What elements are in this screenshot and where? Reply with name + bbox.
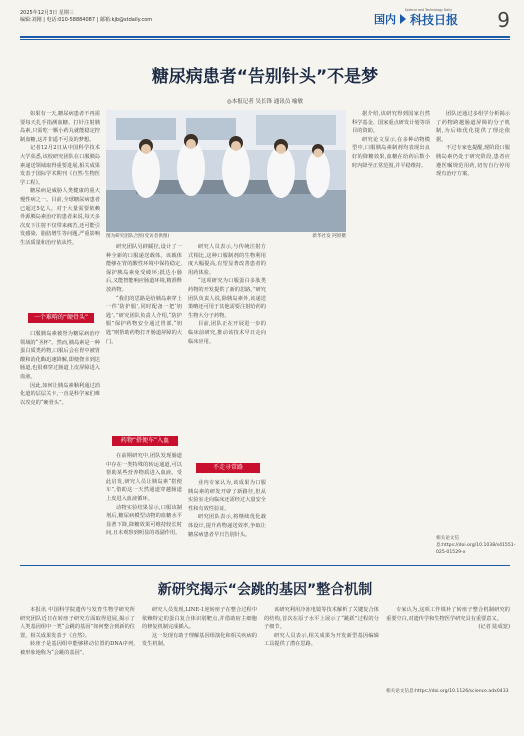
paragraph: 口服胰岛素被誉为糖尿病治疗领域的“圣杯”。然而,胰岛素是一种蛋白质类药物,口服后会在胃中被胃酸和消化酶迅速降解,即便侥幸到达肠道,也很难穿过肠道上皮屏障进入血液。	[20, 331, 100, 380]
paragraph: 这一发现有助于理解基因组演化和相关疾病的发生机制。	[142, 632, 257, 648]
paragraph: 在前期研究中,团队发现肠道中存在一类特殊的转运通道,可以帮助某些营养物质进入血液。受此启发,研究人员让胰岛素“搭便车”,借助这一天然通道穿越肠道上皮进入血液循环。	[106, 453, 182, 502]
photo-caption-left: 图为研究团队合照(受访者供图)	[106, 234, 170, 239]
masthead-rule-thin	[20, 39, 510, 40]
article1-col5	[436, 110, 510, 530]
paragraph: 研究人员发现,LINE-1逆转座子在整合过程中依赖特定的蛋白复合体识别靶点,并借助宿主细胞的修复机制完成插入。	[142, 607, 257, 631]
masthead	[20, 8, 510, 38]
paragraph: 研究人员表示,相关成果为开发新型基因编辑工具提供了潜在思路。	[264, 632, 379, 648]
article1-subhead1	[28, 313, 94, 323]
paragraph: 记者12月2日从中国科学技术大学获悉,该校研究团队在口服胰岛素递送领域取得重要进展,相关成果发表于国际学术期刊《自然·生物医学工程》。	[20, 145, 100, 186]
article1-col3b	[188, 479, 266, 557]
section-label-box	[374, 10, 458, 28]
signoff: (记者 陆成宽)	[478, 624, 510, 631]
paragraph: 转座子是基因组中能够移动位置的DNA序列,被形象地称为“会跳的基因”。	[20, 641, 135, 656]
masthead-meta	[20, 10, 152, 24]
paragraph: 动物实验结果显示,口服该制剂后,糖尿病模型动物的血糖水平显著下降,降糖效果可维持较长时间,且未观察到明显的毒副作用。	[106, 504, 182, 537]
paragraph: 研究团队另辟蹊径,设计了一种全新的口服递送载体。该载体能够在胃的酸性环境中保持稳定,保护胰岛素免受破坏;抵达小肠后,又能智能响应肠道环境,精准释放药物。	[106, 244, 182, 293]
paper-logo: 科技日报	[409, 12, 458, 27]
lab-photo-illustration	[106, 110, 346, 232]
paragraph: “我们的思路是给胰岛素穿上一件‘防护服’,同时配备一把‘钥匙’。”研究团队负责人介绍,“防护服”保护药物安全通过胃部,“钥匙”则帮助药物打开肠道屏障的大门。	[106, 295, 182, 345]
paragraph: 专家认为,这项工作填补了转座子整合机制研究的重要空白,对遗传学和生物医学研究具有重要意义。	[386, 607, 510, 622]
masthead-rule	[20, 36, 510, 38]
subhead-text: 不走寻常路	[212, 464, 243, 471]
paragraph: 本报讯 中国科学院遗传与发育生物学研究所研究团队近日在转座子研究方面取得进展,揭示了人类基因组中一类“会跳的基因”如何整合到新的位置。相关成果发表于《自然》。	[20, 607, 135, 639]
paragraph: 因此,如何让胰岛素顺利通过消化道的层层关卡,一直是科学家们难以攻克的“硬骨头”。	[20, 382, 100, 406]
article2-col1	[20, 606, 135, 728]
article1-col1	[20, 110, 100, 245]
date-line: 2025年12月3日 星期三	[20, 10, 74, 16]
article1-col3	[188, 243, 266, 451]
paragraph: 业内专家认为,该成果为口服胰岛素的研发开辟了新路径,但从实验室走向临床还需经过大量安全性和有效性验证。	[188, 480, 266, 512]
article2-col2	[142, 606, 257, 728]
subhead-text: 一个难啃的“硬骨头”	[33, 314, 89, 321]
article1-byline: ◎本报记者 吴长锋 通讯员 喻敏	[226, 99, 304, 105]
paper-logo-en: Science and Technology Daily	[404, 8, 452, 12]
photo-caption-right: 新华社发 阿原摄	[312, 234, 346, 239]
article2-col3	[264, 606, 379, 728]
article1-col2	[106, 243, 182, 428]
article1-subhead3	[196, 463, 260, 473]
article1-subhead2	[112, 436, 178, 446]
article2-col4	[386, 606, 510, 684]
paragraph: 该研究利用冷冻电镜等技术解析了关键复合体的结构,首次在原子水平上展示了“跳跃”过程的分子细节。	[264, 607, 379, 631]
article1-col4	[352, 110, 430, 557]
paragraph: 研究团队表示,将继续优化载体设计,提升药物递送效率,争取让糖尿病患者早日告别针头。	[188, 514, 266, 538]
paragraph: 研究论文显示,在多种动物模型中,口服胰岛素制剂均表现出良好的降糖效果,血糖在给药后数小时内降至正常范围,并平稳维持。	[352, 136, 430, 169]
article1-photo-caption	[106, 233, 346, 240]
article1-col1b	[20, 330, 100, 555]
paragraph: 如果有一天,糖尿病患者不再需要每天扎手指测血糖、打针注射胰岛素,只需吃一颗小药丸就能稳定控制血糖,这并非遥不可及的梦想。	[20, 111, 100, 143]
article1-col2b	[106, 452, 182, 557]
article1-photo	[106, 110, 346, 232]
paragraph: 不过专家也提醒,现阶段口服胰岛素仍处于研究阶段,患者应遵医嘱规范用药,切勿自行停用现有治疗方案。	[436, 145, 510, 178]
paragraph: 据介绍,该研究得到国家自然科学基金、国家重点研发计划等项目的资助。	[352, 111, 430, 135]
page-number: 9	[497, 8, 510, 32]
paragraph: 目前,团队正在开展进一步的临床前研究,推动该技术早日走向临床应用。	[188, 321, 266, 345]
paragraph: 研究人员表示,与传统注射方式相比,这种口服制剂的生物利用度大幅提高,有望显著改善患者的用药体验。	[188, 244, 266, 276]
article1-source: 相关论文信息:https://doi.org/10.1038/s41551-025-01529-x	[436, 536, 516, 555]
article2-source: 相关论文信息:https://doi.org/10.1126/science.adx0433	[386, 689, 509, 694]
paragraph: 团队还通过多组学分析揭示了药物跨越肠道屏障的分子机制,为后续优化提供了理论依据。	[436, 111, 510, 143]
article1-headline: 糖尿病患者“告别针头”不是梦	[151, 67, 379, 87]
paragraph: “这项研究为口服蛋白多肽类药物的开发提供了新的思路。”研究团队负责人说,除胰岛素外,该递送策略还可用于其他需要注射给药的生物大分子药物。	[188, 278, 266, 319]
subhead-text: 药物“搭便车”入血	[120, 437, 170, 444]
editor-line: 编辑:刘刚 | 电话:010-58884087 | 邮箱:kjb@stdaily.com	[20, 17, 153, 23]
section-name: 国内	[373, 13, 396, 26]
paragraph: 糖尿病是威胁人类健康的重大慢性病之一。目前,全球糖尿病患者已超过5亿人。对于大量需要依赖外源胰岛素治疗的患者来说,每天多次皮下注射不仅带来痛苦,还可能引发感染、脂肪增生等问题,严重影响生活质量和治疗依从性。	[20, 188, 100, 245]
article-divider	[20, 565, 510, 566]
article2-headline: 新研究揭示“会跳的基因”整合机制	[157, 582, 373, 598]
section-arrow-icon	[400, 14, 406, 24]
